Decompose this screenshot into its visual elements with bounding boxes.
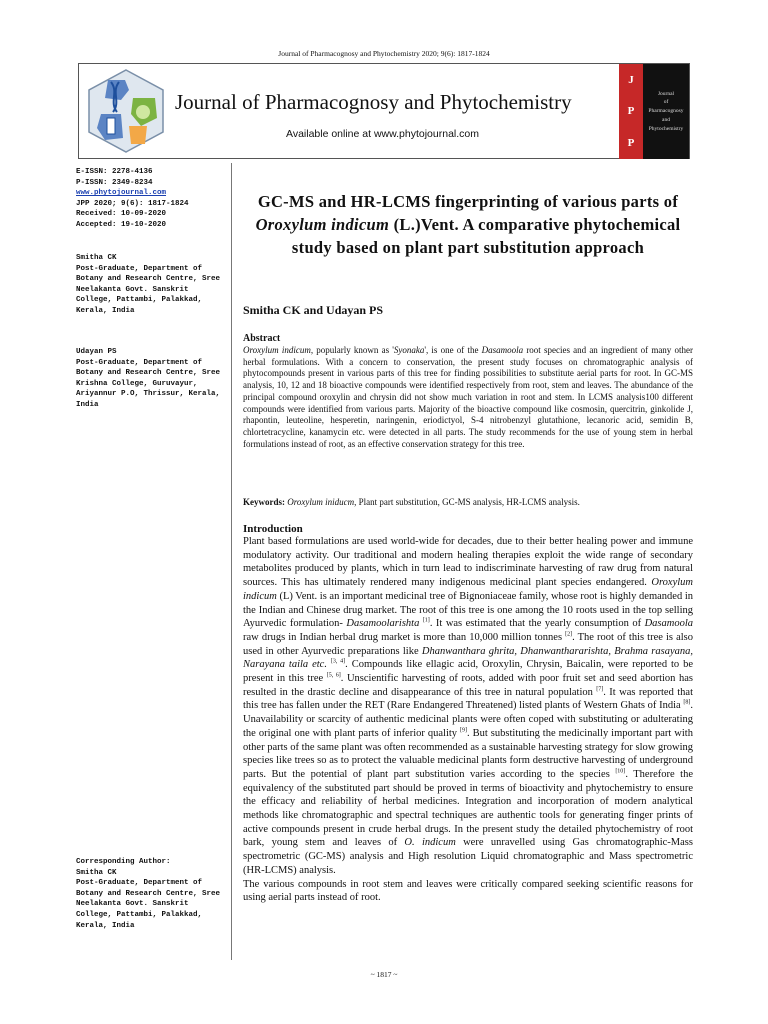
badge-side-text: of (663, 99, 669, 106)
badge-side-text: Phytochemistry (648, 125, 684, 132)
author2-block (76, 347, 221, 411)
introduction-heading: Introduction (243, 523, 303, 535)
article-title: GC-MS and HR-LCMS fingerprinting of various parts of Oroxylum indicum (L.)Vent. A comparative phytochemical study based on plant part substitution approach (255, 192, 681, 257)
journal-banner (78, 63, 690, 159)
received-date: Received: 10-09-2020 (76, 210, 167, 219)
corresponding-label: Corresponding Author: (76, 858, 171, 866)
badge-side-text: Pharmacognosy (648, 108, 684, 115)
badge-side-text: and (662, 116, 670, 123)
author1-name: Smitha CK (76, 254, 117, 262)
jpp-badge-side (643, 64, 689, 159)
corresponding-affiliation: Post-Graduate, Department of Botany and Research Centre, Sree Neelakanta Govt. Sanskrit College, Pattambi, Palakkad, Kerala, India (76, 879, 221, 930)
issn-block (76, 167, 221, 231)
badge-side-text: Journal (657, 90, 675, 97)
jpp-ref: JPP 2020; 9(6): 1817-1824 (76, 199, 189, 208)
badge-letter: J (628, 73, 634, 86)
corresponding-author-block (76, 857, 221, 931)
abstract-heading: Abstract (243, 333, 281, 344)
author1-block (76, 253, 221, 317)
corresponding-name: Smitha CK (76, 868, 117, 877)
journal-citation: Journal of Pharmacognosy and Phytochemistry 2020; 9(6): 1817-1824 (278, 49, 490, 58)
abstract-text: Oroxylum indicum, popularly known as 'Syonaka', is one of the Dasamoola root species and an ingredient of many other herbal formulations. With a concern to conservation, the present study focuses on chromatographic analysis of phytocompounds present in various parts of this tree for finding possibilities to substitute aerial parts for root. In GC-MS analysis, 10, 12 and 18 bioactive compounds were identified respectively from root, stem and leaves. The abundance of the principal compound oroxylin and chrysin did not show much variation in root and stem. In LCMS analysis100 different compounds were identified from various parts. Majority of the bioactive compound like cosmosin, quercitrin, ginkolide J, rhapontin, leuteoline, hesperetin, naringenin, eriodictyol, S-4 nitrobenzyl glutathione, lecanoric acid, semidin B, chlortetracycline, kanamycin etc. were detected in all parts. The study recommends for the use of young stem in herbal formulations instead of root, as an effective conservation strategy for this tree. (243, 345, 693, 449)
page-number: ~ 1817 ~ (370, 970, 398, 979)
journal-availability: Available online at www.phytojournal.com (286, 128, 479, 140)
title-species: Oroxylum indicum (255, 215, 390, 234)
journal-name: Journal of Pharmacognosy and Phytochemistry (175, 90, 572, 114)
article-authors: Smitha CK and Udayan PS (243, 303, 384, 317)
website-link[interactable]: www.phytojournal.com (76, 189, 167, 198)
author2-name: Udayan PS (76, 348, 117, 356)
column-divider (231, 163, 232, 960)
accepted-date: Accepted: 19-10-2020 (76, 220, 167, 229)
introduction-text: Plant based formulations are used world-wide for decades, due to their better healing power and immune modulatory activity. Our traditional and modern healing therapies exploit the wide range of secondary metabolites produced by plants, which in turn lead to indiscriminate harvesting of raw drug from natural sources. This has ultimately rendered many indigenous medicinal plant species endangered. Oroxylum indicum (L) Vent. is an important medicinal tree of Bignoniaceae family, whose root is highly demanded in the Indian and Chinese drug market. The root of this tree is one among the 10 roots used in the top selling Ayurvedic formulation- Dasamoolarishta [1]. It was estimated that the yearly consumption of Dasamoola raw drugs in Indian herbal drug market is more than 10,000 million tonnes [2]. The root of this tree is also used in other Ayurvedic preparations like Dhanwanthara ghrita, Dhanwanthararishta, Brahma rasayana, Narayana taila etc. [3, 4]. Compounds like ellagic acid, Oroxylin, Chrysin, Baicalin, were reported to be present in this tree [5, 6]. Unscientific harvesting of roots, added with poor fruit set and seed abortion has resulted in the drastic decline and disappearance of this tree in natural population [7]. It was reported that this tree has fallen under the RET (Rare Endangered Threatened) listed plants of Western Ghats of India [8]. Unavailability or scarcity of authentic medicinal plants were often coped with substituting or adulterating the original one with plant parts of inferior quality [9]. But substituting the medicinally important part with other parts of the same plant was often recommended as a sustainable harvesting strategy for slow growing species like trees so as to protect the valuable medicinal plants form destructive harvesting of underground parts. But the potential of plant part substitution varies according to the species [10]. Therefore the equivalency of the substituted part should be proved in terms of bioactivity and phytochemistry to ensure the efficacy and reliability of herbal medicines. Integration and incorporation of modern analytical methods like chromatographic and spectral techniques are authentic tools for generating finger prints of active compounds present in crude herbal drugs. In the present study the detailed phytochemistry of root bark, young stem and leaves of O. indicum were unravelled using Gas chromatographic-Mass spectrometric (GC-MS) analysis and High resolution Liquid chromatographic and Mass spectrometric (HR-LCMS) analysis. The various compounds in root stem and leaves were critically compared seeking scientific reasons for using aerial parts instead of root. (243, 536, 693, 904)
keywords: Keywords: Oroxylum iniducm, Plant part substitution, GC-MS analysis, HR-LCMS analysis. (243, 497, 580, 507)
eissn: E-ISSN: 2278-4136 (76, 168, 153, 176)
jpp-badge (619, 64, 643, 159)
badge-letter: P (627, 137, 635, 150)
badge-letter: P (627, 105, 635, 118)
author2-affiliation: Post-Graduate, Department of Botany and Research Centre, Sree Krishna College, Guruvayur, Ariyannur P.O, Thrissur, Kerala, India (76, 358, 221, 409)
pissn: P-ISSN: 2349-8234 (76, 178, 153, 187)
author1-affiliation: Post-Graduate, Department of Botany and Research Centre, Sree Neelakanta Govt. Sanskrit College, Pattambi, Palakkad, Kerala, India (76, 264, 221, 315)
journal-logo-icon (83, 68, 169, 154)
